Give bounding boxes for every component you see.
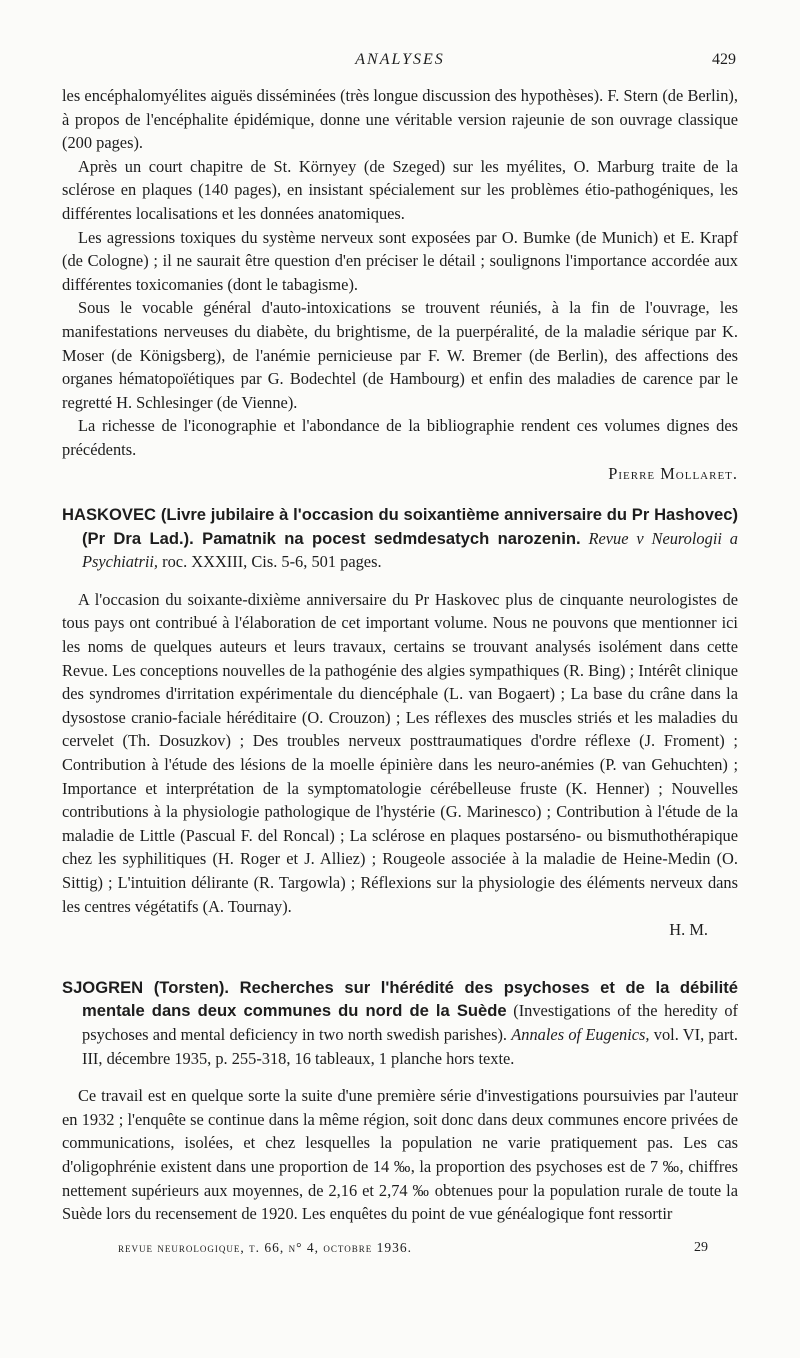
entry-bold-title: HASKOVEC (Livre jubilaire à l'occasion du soixantième anniversaire du Pr Hashovec) (Pr Dra Lad.). Pamatnik na pocest sedmdesatych narozenin. bbox=[62, 505, 738, 548]
intro-paragraph-1: les encéphalomyélites aiguës disséminées (très longue discussion des hypothèses). F. Stern (de Berlin), à propos de l'encéphalite épidémique, donne une véritable version rajeunie de son ouvrage classique (200 pages). bbox=[62, 86, 738, 153]
page-number: 429 bbox=[712, 51, 736, 68]
entry-signature: H. M. bbox=[669, 920, 708, 940]
article-body bbox=[62, 84, 738, 1226]
entry-body: Ce travail est en quelque sorte la suite d'une première série d'investigations poursuivies par l'auteur en 1932 ; l'enquête se continue dans la même région, soit donc dans deux communes encore privées de communications, isolées, et chez lesquelles la population ne varie pratiquement pas. Les cas d'oligophrénie existent dans une proportion de 14 ‰, la proportion des psychoses est de 7 ‰, chiffres nettement supérieurs aux moyennes, de 2,16 et 2,74 ‰ obtenues pour la population rurale de toute la Suède lors du recensement de 1920. Les enquêtes du point de vue généalogique font ressortir bbox=[62, 1086, 738, 1224]
intro-paragraph-5-text: La richesse de l'iconographie et l'abondance de la bibliographie rendent ces volumes dignes des précédents. bbox=[62, 416, 738, 459]
entry-details: vol. VI, part. III, décembre 1935, p. 255-318, 16 tableaux, 1 planche hors texte. bbox=[82, 1024, 739, 1068]
entry-details: roc. XXXIII, Cis. 5-6, 501 pages. bbox=[162, 552, 382, 572]
intro-paragraph-4: Sous le vocable général d'auto-intoxications se trouvent réuniés, à la fin de l'ouvrage, les manifestations nerveuses du diabète, du brightisme, de la puerpéralité, de la maladie sérique par K. Moser (de Königsberg), de l'anémie pernicieuse par F. W. Bremer (de Berlin), des affections des organes hématopoïétiques par G. Bodechtel (de Hambourg) et enfin des maladies de carence par le regretté H. Schlesinger (de Vienne). bbox=[62, 298, 738, 412]
reviewer-signature: Pierre Mollaret. bbox=[608, 463, 738, 483]
intro-paragraph-3: Les agressions toxiques du système nerveux sont exposées par O. Bumke (de Munich) et E. Krapf (de Cologne) ; il ne saurait être question d'en préciser le détail ; soulignons l'importance accordée aux différentes toxicomanies (dont le tabagisme). bbox=[62, 227, 738, 294]
footer-signature-mark: 29 bbox=[694, 1240, 708, 1255]
entry-subtitle: (Investigations of the heredity of psychoses and mental deficiency in two north swedish parishes). bbox=[82, 1001, 739, 1044]
review-entry-sjogren bbox=[62, 976, 738, 1226]
entry-signature-line bbox=[62, 918, 738, 942]
review-entry-haskovec bbox=[62, 503, 738, 942]
entry-body: A l'occasion du soixante-dixième anniversaire du Pr Haskovec plus de cinquante neurologistes de tous pays ont contribué à l'élaboration de cet important volume. Nous ne pouvons que mentionner ici les noms de quelques auteurs et leurs travaux, certains se trouvant analysés isolément dans cette Revue. Les conceptions nouvelles de la pathogénie des algies sympathiques (R. Bing) ; Intérêt clinique des syndromes d'irritation expérimentale du diencéphale (L. van Bogaert) ; La base du crâne dans la dysostose cranio-faciale héréditaire (O. Crouzon) ; Les réflexes des muscles striés et les maladies du cervelet (Th. Dosuzkov) ; Des troubles nerveux posttraumatiques d'ordre réflexe (J. Froment) ; Contribution à l'étude des lésions de la moelle épinière dans les neuro-anémies (P. van Gehuchten) ; Importance et interprétation de la symptomatologie cérébelleuse fruste (K. Henner) ; Nouvelles contributions à la physiologie pathologique de l'hystérie (G. Marinesco) ; Contribution à l'étude de la maladie de Little (Pascual F. del Roncal) ; La sclérose en plaques postarséno- ou bismuthothérapique chez les syphilitiques (H. Roger et J. Alliez) ; Rougeole associée à la maladie de Heine-Medin (O. Sittig) ; L'intuition délirante (R. Targowla) ; Réflexions sur la physiologie des éléments nerveux dans les centres végétatifs (A. Tournay). bbox=[62, 589, 738, 916]
running-head bbox=[0, 48, 800, 72]
entry-journal: Annales of Eugenics, bbox=[511, 1024, 650, 1044]
entry-bold-title: SJOGREN (Torsten). Recherches sur l'hérédité des psychoses et de la débilité mentale dans deux communes du nord de la Suède bbox=[62, 977, 738, 1021]
running-title: ANALYSES bbox=[355, 51, 445, 68]
intro-paragraph-2: Après un court chapitre de St. Környey (de Szeged) sur les myélites, O. Marburg traite de la sclérose en plaques (140 pages), en insistant spécialement sur les problèmes étio-pathogéniques, les différentes localisations et les données anatomiques. bbox=[62, 156, 738, 223]
page-footer bbox=[0, 1236, 800, 1260]
review-signature-line bbox=[62, 462, 738, 486]
intro-paragraph-5 bbox=[62, 414, 738, 461]
entry-journal: Revue v Neurologii a Psychiatrii, bbox=[82, 528, 738, 572]
footer-journal: revue neurologique, t. 66, n° 4, octobre 1936. bbox=[118, 1240, 412, 1255]
entry-heading bbox=[62, 503, 738, 574]
entry-heading bbox=[62, 976, 738, 1070]
